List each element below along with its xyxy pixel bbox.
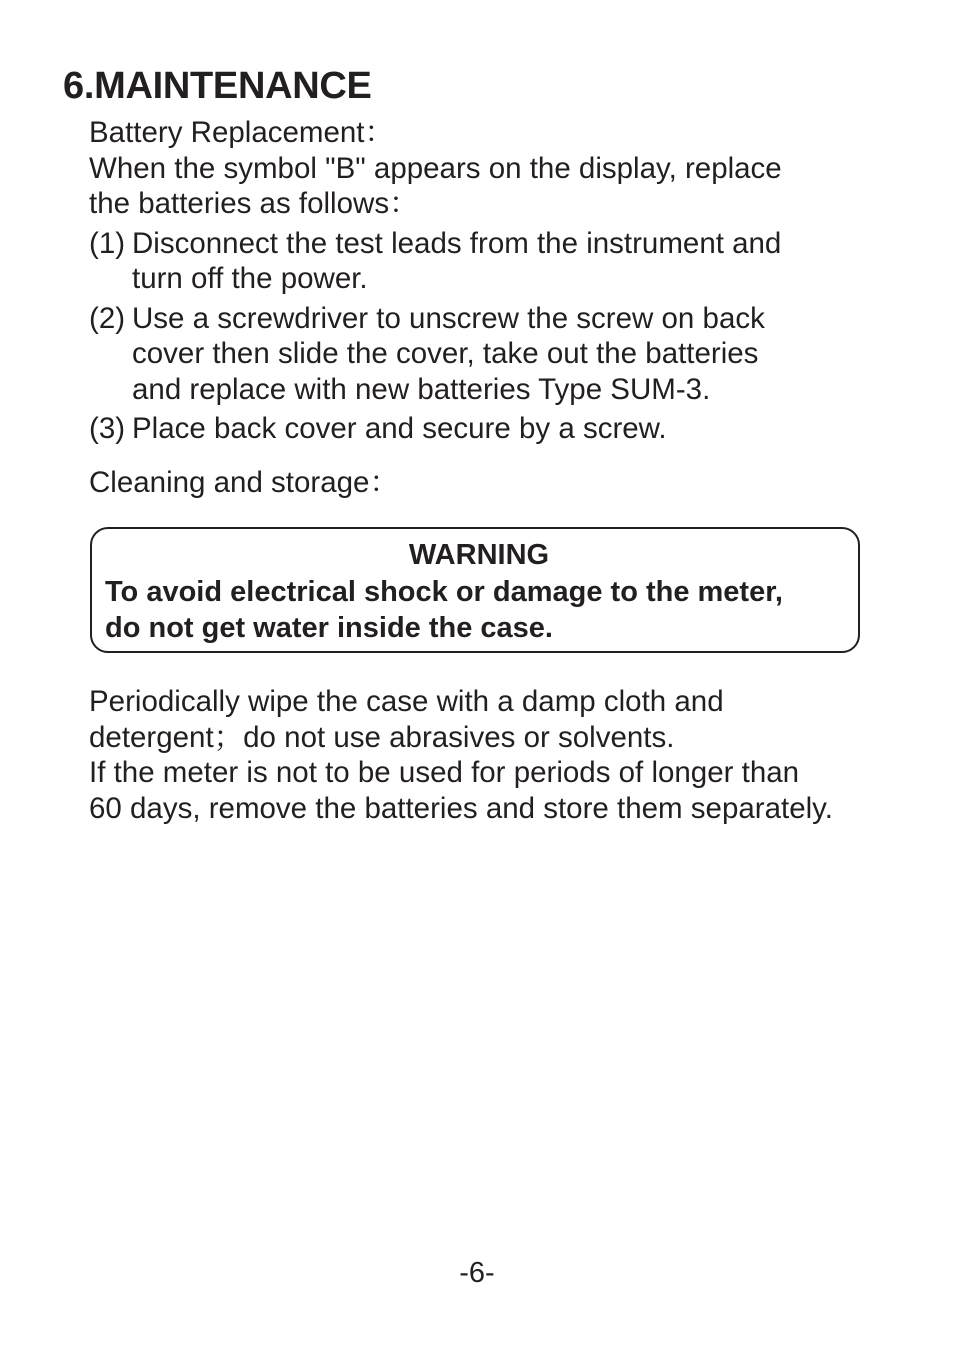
warning-box [90, 527, 860, 653]
care-line: 60 days, remove the batteries and store them separately. [89, 791, 833, 825]
step-line: Disconnect the test leads from the instrument and [132, 226, 782, 260]
step-item [89, 411, 919, 447]
step-text [132, 301, 765, 408]
step-item [89, 301, 919, 408]
step-number: (2) [89, 301, 126, 335]
battery-replacement-section [89, 115, 919, 500]
step-item [89, 226, 919, 297]
step-line: Use a screwdriver to unscrew the screw on back [132, 301, 765, 335]
battery-intro-line: When the symbol "B" appears on the display, replace [89, 151, 782, 185]
step-line: and replace with new batteries Type SUM-3. [132, 372, 711, 406]
step-number: (3) [89, 412, 126, 445]
care-instructions [89, 684, 833, 826]
cleaning-subtitle: Cleaning and storage： [89, 465, 399, 499]
care-line: If the meter is not to be used for periods of longer than [89, 756, 800, 789]
warning-line: To avoid electrical shock or damage to the meter, [105, 576, 783, 608]
step-line: turn off the power. [132, 262, 368, 295]
step-text [132, 226, 781, 297]
page-number: -6- [459, 1257, 495, 1289]
care-line: detergent；do not use abrasives or solvents. [89, 720, 675, 754]
care-line: Periodically wipe the case with a damp cloth and [89, 685, 724, 718]
battery-intro-line: the batteries as follows： [89, 187, 419, 220]
warning-title: WARNING [408, 539, 550, 571]
step-line: cover then slide the cover, take out the batteries [132, 337, 759, 370]
warning-text [105, 574, 783, 646]
battery-subtitle: Battery Replacement： [89, 116, 394, 149]
step-line: Place back cover and secure by a screw. [132, 412, 667, 445]
section-title: 6.MAINTENANCE [63, 65, 372, 107]
warning-line: do not get water inside the case. [105, 612, 553, 644]
step-number: (1) [89, 226, 126, 260]
step-text [132, 411, 667, 447]
